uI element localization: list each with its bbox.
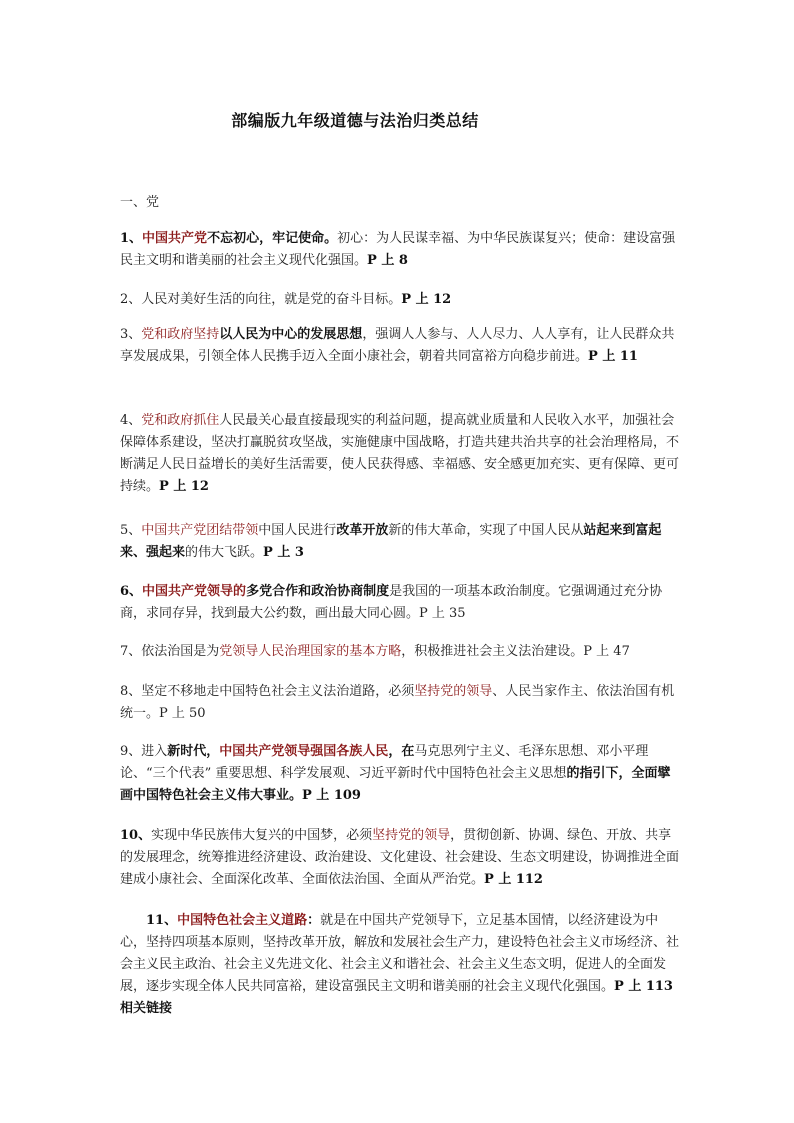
text-segment: 就是在中国共产党领导下，立足基本国情，以经济建设为中心，坚持四项基本原则，坚持改革开放，解放和发展社会生产力，建设特色社会主义市场经济、社会主义民主政治、社会主义先进文化、社会主义和谐社会、社会主义生态文明，促进人的全面发展，逐步实现全体人民共同富裕，建设富强民主文明和谐美丽的社会主义现代化强国。 (120, 913, 680, 994)
text-segment: 中国人民进行 (258, 523, 337, 538)
text-segment: ，贯彻创新、协调、绿色、开放、共享的发展理念，统筹推进经济建设、政治建设、文化建设、社会建设、生态文明建设，协调推进全面建成小康社会、全面深化改革、全面依法治国、全面从严治党。 (120, 828, 680, 887)
paragraph-8 (120, 681, 680, 725)
paragraph-5 (120, 520, 680, 564)
text-segment: 多党合作和政治协商制度 (246, 584, 390, 599)
text-segment: 站起来到富起来、强起来 (120, 523, 662, 560)
text-segment: 中国共产党领导的 (142, 584, 247, 599)
text-segment: 党和政府坚持 (141, 327, 220, 342)
text-segment: P 上 112 (484, 872, 543, 887)
paragraph-6 (120, 581, 680, 625)
text-segment: 、人民当家作主、依法治国有机统一。P 上 50 (120, 684, 675, 721)
text-segment: 中国共产党领导强国各族人民 (219, 744, 389, 759)
text-segment: 6、 (120, 584, 143, 599)
text-segment: P 上 3 (263, 545, 304, 560)
text-segment: 中国特色社会主义道路 (177, 913, 308, 928)
text-segment: ，在 (388, 744, 415, 759)
text-segment: 5、 (120, 523, 142, 538)
text-segment: 新时代， (167, 744, 220, 759)
text-segment: 人民最关心最直接最现实的利益问题，提高就业质量和人民收入水平，加强社会保障体系建设，坚决打赢脱贫攻坚战，实施健康中国战略，打造共建共治共享的社会治理格局，不断满足人民日益增长的美好生活需要，使人民获得感、幸福感、安全感更加充实、更有保障、更可持续。 (120, 413, 680, 494)
text-segment: 3、 (120, 327, 142, 342)
text-segment: P 上 12 (401, 292, 452, 307)
text-segment: 坚持党的领导 (372, 828, 451, 843)
text-segment: 党领导人民治理国家的基本方略 (219, 644, 402, 659)
text-segment: 的伟大飞跃。 (185, 545, 264, 560)
text-segment: P 上 11 (588, 349, 638, 364)
text-segment: 马克思列宁主义、毛泽东思想、邓小平理论、“三个代表” 重要思想、科学发展观、习近平新时代中国特色社会主义思想 (120, 744, 649, 781)
paragraph-7 (120, 641, 680, 663)
text-segment: 10、 (120, 828, 152, 843)
text-segment: P 上 8 (367, 253, 408, 268)
text-segment: ： (307, 913, 321, 928)
text-segment: 是我国的一项基本政治制度。它强调通过充分协商，求同存异，找到最大公约数，画出最大同心圆。P 上 35 (120, 584, 663, 621)
text-segment: 不忘初心，牢记使命。 (207, 231, 338, 246)
text-segment: 初心：为人民谋幸福、为中华民族谋复兴；使命：建设富强民主文明和谐美丽的社会主义现代化强国。 (120, 231, 676, 268)
text-segment: 中国共产党团结带领 (141, 523, 259, 538)
text-segment: 4、 (120, 413, 142, 428)
text-segment: 8、坚定不移地走中国特色社会主义法治道路，必须 (120, 684, 415, 699)
paragraph-10 (120, 825, 680, 891)
text-segment: 2、人民对美好生活的向往，就是党的奋斗目标。 (120, 292, 402, 307)
paragraph-3 (120, 324, 680, 368)
text-segment: 新的伟大革命，实现了中国人民从 (388, 523, 584, 538)
text-segment: 7、依法治国是为 (120, 644, 220, 659)
text-segment: 中国共产党 (142, 231, 208, 246)
text-segment: 1、 (120, 231, 143, 246)
text-segment: ，积极推进社会主义法治建设。P 上 47 (401, 644, 630, 659)
text-segment: 实现中华民族伟大复兴的中国梦，必须 (151, 828, 373, 843)
text-segment: 9、进入 (120, 744, 168, 759)
text-segment: P 上 113 相关链接 (120, 979, 673, 1016)
paragraph-1 (120, 228, 680, 272)
text-segment: 的指引下，全面擘画中国特色社会主义伟大事业。P 上 109 (120, 766, 671, 803)
text-segment: 坚持党的领导 (414, 684, 493, 699)
paragraph-9 (120, 741, 680, 807)
text-segment: 以人民为中心的发展思想 (219, 327, 363, 342)
text-segment: 党和政府抓住 (141, 413, 220, 428)
paragraph-11 (120, 910, 680, 1020)
text-segment: 11、 (146, 913, 178, 928)
paragraph-2 (120, 289, 680, 311)
text-segment: 改革开放 (336, 523, 389, 538)
paragraph-4 (120, 410, 680, 498)
section-heading: 一、党 (120, 195, 160, 210)
text-segment: P 上 12 (159, 479, 209, 494)
document-title: 部编版九年级道德与法治归类总结 (231, 111, 479, 130)
text-segment: ，强调人人参与、人人尽力、人人享有，让人民群众共享发展成果，引领全体人民携手迈入全面小康社会，朝着共同富裕方向稳步前进。 (120, 327, 675, 364)
